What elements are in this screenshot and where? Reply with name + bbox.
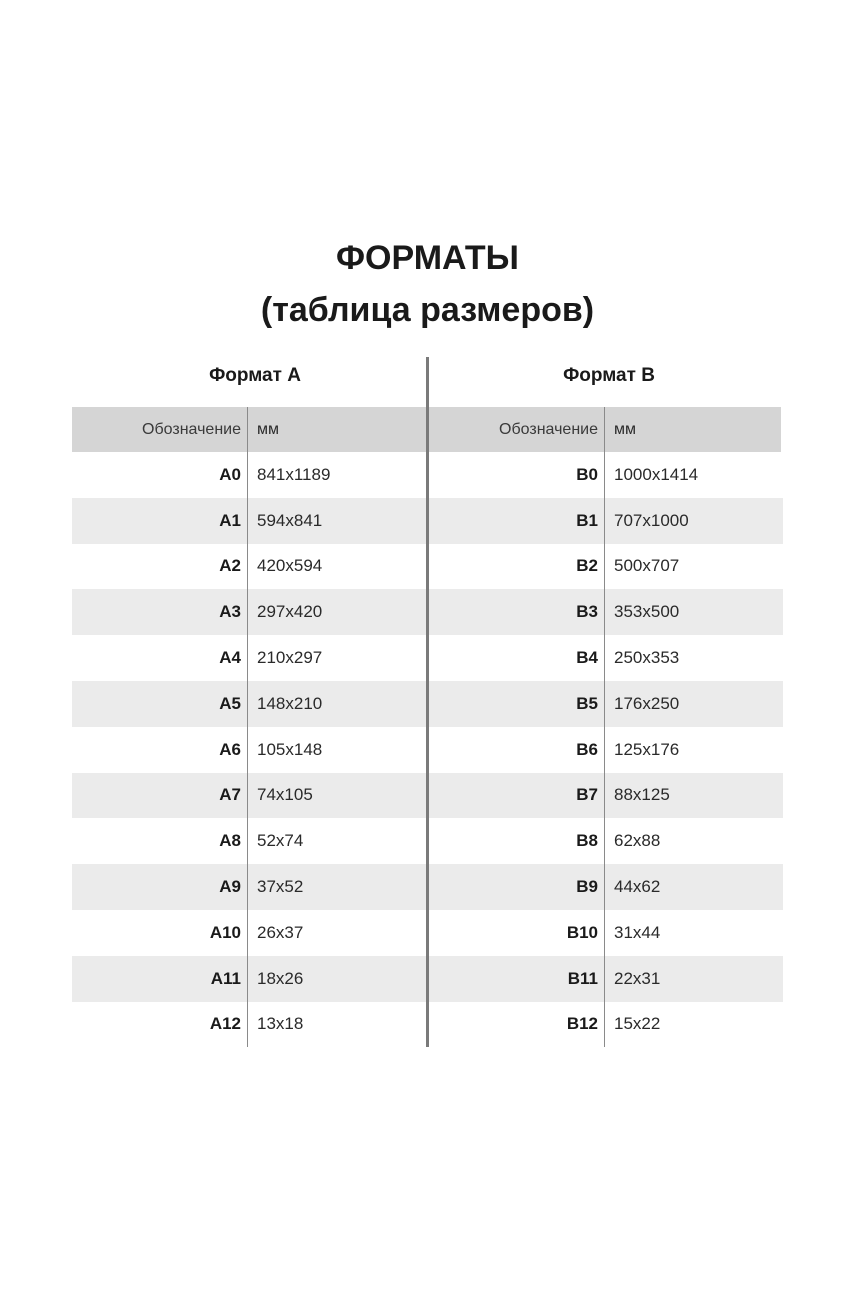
format-size-mm: 210x297 <box>257 648 323 668</box>
format-a-col-code: Обозначение <box>72 407 248 452</box>
table-row <box>429 681 783 727</box>
page-title-line1: ФОРМАТЫ <box>336 239 519 277</box>
table-row <box>429 818 783 864</box>
format-b-table <box>429 355 783 1047</box>
format-size-mm: 37x52 <box>257 877 304 897</box>
format-a-header-row <box>72 407 426 452</box>
format-size-mm: 26x37 <box>257 922 304 942</box>
table-row <box>72 818 426 864</box>
format-code: A0 <box>72 452 248 498</box>
format-size-mm: 52x74 <box>257 831 304 851</box>
format-code: A1 <box>72 498 248 544</box>
table-row <box>429 1002 783 1048</box>
table-row <box>429 864 783 910</box>
format-size-mm: 31x44 <box>614 922 661 942</box>
table-row <box>429 635 783 681</box>
table-row <box>429 589 783 635</box>
format-size-mm: 88x125 <box>614 785 670 805</box>
table-row <box>72 589 426 635</box>
format-size-mm: 15x22 <box>614 1014 661 1034</box>
format-size-mm: 1000x1414 <box>614 464 699 484</box>
format-code: B1 <box>429 498 605 544</box>
format-size-mm: 105x148 <box>257 739 323 759</box>
format-size-mm: 125x176 <box>614 739 680 759</box>
format-size-mm: 22x31 <box>614 968 661 988</box>
format-code: B12 <box>429 1002 605 1048</box>
table-row <box>72 681 426 727</box>
format-code: B7 <box>429 773 605 819</box>
format-code: A3 <box>72 589 248 635</box>
format-code: A7 <box>72 773 248 819</box>
format-size-mm: 420x594 <box>257 556 323 576</box>
format-a-rows <box>72 452 426 1047</box>
format-code: B6 <box>429 727 605 773</box>
format-size-mm: 18x26 <box>257 968 304 988</box>
table-row <box>72 773 426 819</box>
table-row <box>72 635 426 681</box>
format-code: A9 <box>72 864 248 910</box>
format-code: A2 <box>72 544 248 590</box>
table-row <box>429 498 783 544</box>
format-size-mm: 62x88 <box>614 831 661 851</box>
format-code: A8 <box>72 818 248 864</box>
table-row <box>72 910 426 956</box>
format-code: B9 <box>429 864 605 910</box>
table-row <box>72 864 426 910</box>
format-size-mm: 74x105 <box>257 785 313 805</box>
format-size-mm: 841x1189 <box>257 464 331 484</box>
table-row <box>429 544 783 590</box>
format-code: A5 <box>72 681 248 727</box>
format-code: B11 <box>429 956 605 1002</box>
format-b-col-code: Обозначение <box>429 407 605 452</box>
format-b-col-mm: мм <box>614 420 636 438</box>
format-size-mm: 707x1000 <box>614 510 689 530</box>
format-code: B5 <box>429 681 605 727</box>
format-b-rows <box>429 452 783 1047</box>
format-code: A4 <box>72 635 248 681</box>
format-code: B3 <box>429 589 605 635</box>
format-code: A10 <box>72 910 248 956</box>
format-a-heading: Формат А <box>209 365 301 386</box>
format-size-mm: 594x841 <box>257 510 323 530</box>
format-size-mm: 44x62 <box>614 877 661 897</box>
table-row <box>429 910 783 956</box>
format-size-mm: 297x420 <box>257 602 323 622</box>
format-b-heading: Формат В <box>563 365 655 386</box>
table-row <box>72 544 426 590</box>
table-row <box>72 498 426 544</box>
format-size-mm: 13x18 <box>257 1014 304 1034</box>
table-row <box>429 452 783 498</box>
page-title-line2: (таблица размеров) <box>260 291 595 329</box>
format-code: A6 <box>72 727 248 773</box>
format-size-mm: 353x500 <box>614 602 680 622</box>
page-title <box>0 232 855 336</box>
format-size-mm: 500x707 <box>614 556 680 576</box>
table-row <box>72 452 426 498</box>
format-code: A11 <box>72 956 248 1002</box>
format-size-mm: 250x353 <box>614 648 680 668</box>
table-row <box>429 727 783 773</box>
format-code: B0 <box>429 452 605 498</box>
table-row <box>429 956 783 1002</box>
format-b-header-row <box>429 407 781 452</box>
format-code: B8 <box>429 818 605 864</box>
table-row <box>429 773 783 819</box>
table-row <box>72 1002 426 1048</box>
format-code: B10 <box>429 910 605 956</box>
format-code: B2 <box>429 544 605 590</box>
format-a-table <box>72 355 426 1047</box>
table-row <box>72 956 426 1002</box>
format-size-mm: 176x250 <box>614 693 680 713</box>
table-row <box>72 727 426 773</box>
format-size-mm: 148x210 <box>257 693 323 713</box>
format-a-col-mm: мм <box>257 420 279 438</box>
format-code: A12 <box>72 1002 248 1048</box>
format-code: B4 <box>429 635 605 681</box>
